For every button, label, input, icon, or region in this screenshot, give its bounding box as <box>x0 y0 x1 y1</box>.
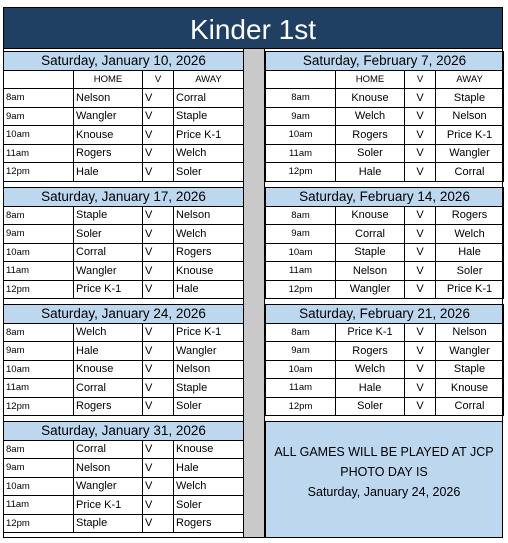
game-time: 8am <box>266 206 336 225</box>
away-team: Welch <box>174 225 244 244</box>
versus: V <box>143 163 174 182</box>
game-time: 8am <box>4 89 74 108</box>
home-team: Nelson <box>74 459 143 478</box>
away-team: Nelson <box>174 206 244 225</box>
vs-header: V <box>143 70 174 89</box>
away-header: AWAY <box>174 70 244 89</box>
away-team: Wangler <box>436 342 504 361</box>
away-team: Staple <box>174 379 244 398</box>
schedule-week-5 <box>265 51 504 182</box>
away-team: Price K-1 <box>174 126 244 145</box>
versus: V <box>143 206 174 225</box>
versus: V <box>405 206 436 225</box>
home-team: Wangler <box>74 107 143 126</box>
game-row <box>4 514 244 533</box>
versus: V <box>143 440 174 459</box>
game-time: 8am <box>266 89 336 108</box>
game-time: 10am <box>266 243 336 262</box>
week-date: Saturday, February 14, 2026 <box>266 188 504 207</box>
game-time: 12pm <box>4 280 74 299</box>
home-team: Knouse <box>74 126 143 145</box>
home-team: Wangler <box>336 280 405 299</box>
week-date: Saturday, January 10, 2026 <box>4 52 244 71</box>
home-team: Corral <box>74 379 143 398</box>
versus: V <box>143 514 174 533</box>
home-team: Price K-1 <box>336 323 405 342</box>
game-row <box>266 225 504 244</box>
away-team: Welch <box>436 225 504 244</box>
game-row <box>4 144 244 163</box>
game-time: 9am <box>4 342 74 361</box>
versus: V <box>143 459 174 478</box>
away-team: Rogers <box>436 206 504 225</box>
game-row <box>4 477 244 496</box>
game-row <box>266 243 504 262</box>
game-time: 11am <box>266 379 336 398</box>
away-team: Nelson <box>436 323 504 342</box>
column-header-row <box>266 70 504 89</box>
away-header: AWAY <box>436 70 504 89</box>
away-team: Corral <box>436 163 504 182</box>
schedule-week-6 <box>265 187 504 299</box>
week-date: Saturday, January 24, 2026 <box>4 305 244 324</box>
versus: V <box>143 144 174 163</box>
game-time: 9am <box>4 107 74 126</box>
game-time: 8am <box>4 323 74 342</box>
game-row <box>266 342 504 361</box>
versus: V <box>143 262 174 281</box>
away-team: Staple <box>436 360 504 379</box>
game-row <box>4 243 244 262</box>
game-time: 12pm <box>266 163 336 182</box>
game-time: 12pm <box>4 514 74 533</box>
versus: V <box>143 126 174 145</box>
away-team: Price K-1 <box>436 280 504 299</box>
versus: V <box>143 280 174 299</box>
week-date: Saturday, January 17, 2026 <box>4 188 244 207</box>
game-time: 10am <box>4 243 74 262</box>
home-header: HOME <box>336 70 405 89</box>
home-team: Staple <box>74 514 143 533</box>
home-team: Staple <box>74 206 143 225</box>
versus: V <box>405 323 436 342</box>
away-team: Price K-1 <box>436 126 504 145</box>
away-team: Wangler <box>436 144 504 163</box>
home-team: Corral <box>336 225 405 244</box>
away-team: Staple <box>436 89 504 108</box>
versus: V <box>405 163 436 182</box>
game-row <box>266 107 504 126</box>
game-time: 9am <box>266 342 336 361</box>
game-row <box>4 206 244 225</box>
away-team: Nelson <box>174 360 244 379</box>
versus: V <box>143 342 174 361</box>
game-row <box>266 89 504 108</box>
game-row <box>266 126 504 145</box>
game-time: 12pm <box>4 397 74 416</box>
versus: V <box>405 280 436 299</box>
game-time: 8am <box>4 206 74 225</box>
away-team: Knouse <box>174 440 244 459</box>
game-row <box>4 225 244 244</box>
game-row <box>4 126 244 145</box>
home-team: Knouse <box>336 89 405 108</box>
away-team: Welch <box>174 144 244 163</box>
home-team: Hale <box>74 163 143 182</box>
game-time: 8am <box>266 323 336 342</box>
versus: V <box>143 397 174 416</box>
game-time: 12pm <box>266 397 336 416</box>
week-date: Saturday, February 21, 2026 <box>266 305 504 324</box>
notice-location: ALL GAMES WILL BE PLAYED AT JCP <box>274 445 494 459</box>
home-team: Soler <box>336 144 405 163</box>
versus: V <box>143 360 174 379</box>
page-title: Kinder 1st <box>3 7 503 49</box>
home-team: Wangler <box>74 477 143 496</box>
game-row <box>266 397 504 416</box>
versus: V <box>143 89 174 108</box>
away-team: Soler <box>174 496 244 515</box>
game-time: 10am <box>4 126 74 145</box>
away-team: Wangler <box>174 342 244 361</box>
home-team: Welch <box>336 360 405 379</box>
home-team: Rogers <box>74 144 143 163</box>
away-team: Hale <box>174 280 244 299</box>
game-time: 10am <box>266 360 336 379</box>
game-row <box>4 107 244 126</box>
home-team: Soler <box>336 397 405 416</box>
game-row <box>4 440 244 459</box>
game-row <box>266 163 504 182</box>
home-team: Knouse <box>74 360 143 379</box>
game-time: 11am <box>4 496 74 515</box>
game-time: 12pm <box>4 163 74 182</box>
versus: V <box>405 342 436 361</box>
versus: V <box>143 323 174 342</box>
home-team: Soler <box>74 225 143 244</box>
versus: V <box>143 107 174 126</box>
home-team: Corral <box>74 243 143 262</box>
game-time: 9am <box>4 459 74 478</box>
versus: V <box>143 225 174 244</box>
column-header-row <box>4 70 244 89</box>
home-team: Nelson <box>336 262 405 281</box>
home-team: Staple <box>336 243 405 262</box>
home-header: HOME <box>74 70 143 89</box>
versus: V <box>143 379 174 398</box>
game-row <box>4 360 244 379</box>
versus: V <box>405 243 436 262</box>
home-team: Price K-1 <box>74 280 143 299</box>
home-team: Nelson <box>74 89 143 108</box>
game-time: 9am <box>4 225 74 244</box>
notice-photo-day-label: PHOTO DAY IS <box>340 465 428 479</box>
week-date: Saturday, February 7, 2026 <box>266 52 504 71</box>
schedule-week-4 <box>3 421 244 533</box>
away-team: Hale <box>436 243 504 262</box>
away-team: Knouse <box>436 379 504 398</box>
game-row <box>266 206 504 225</box>
game-time: 11am <box>4 262 74 281</box>
game-row <box>4 280 244 299</box>
game-time: 10am <box>266 126 336 145</box>
game-time: 9am <box>266 107 336 126</box>
schedule-week-2 <box>3 187 244 299</box>
home-team: Wangler <box>74 262 143 281</box>
schedule-week-3 <box>3 304 244 416</box>
away-team: Soler <box>174 397 244 416</box>
versus: V <box>405 89 436 108</box>
game-row <box>4 163 244 182</box>
game-time: 12pm <box>266 280 336 299</box>
home-team: Rogers <box>74 397 143 416</box>
game-time: 11am <box>266 144 336 163</box>
home-team: Welch <box>336 107 405 126</box>
away-team: Rogers <box>174 514 244 533</box>
game-row <box>266 144 504 163</box>
versus: V <box>405 107 436 126</box>
away-team: Soler <box>436 262 504 281</box>
away-team: Rogers <box>174 243 244 262</box>
home-team: Price K-1 <box>74 496 143 515</box>
game-row <box>266 323 504 342</box>
away-team: Knouse <box>174 262 244 281</box>
game-row <box>4 496 244 515</box>
notice-box <box>265 421 503 538</box>
versus: V <box>143 243 174 262</box>
game-time: 9am <box>266 225 336 244</box>
home-team: Corral <box>74 440 143 459</box>
home-team: Rogers <box>336 342 405 361</box>
away-team: Hale <box>174 459 244 478</box>
away-team: Welch <box>174 477 244 496</box>
game-row <box>4 379 244 398</box>
versus: V <box>405 379 436 398</box>
versus: V <box>405 225 436 244</box>
game-row <box>266 262 504 281</box>
away-team: Corral <box>174 89 244 108</box>
game-time: 11am <box>4 144 74 163</box>
time-header <box>266 70 336 89</box>
away-team: Staple <box>174 107 244 126</box>
game-row <box>4 397 244 416</box>
versus: V <box>405 126 436 145</box>
versus: V <box>405 144 436 163</box>
game-time: 8am <box>4 440 74 459</box>
game-time: 10am <box>4 360 74 379</box>
game-row <box>266 379 504 398</box>
game-row <box>266 280 504 299</box>
game-time: 11am <box>266 262 336 281</box>
home-team: Hale <box>74 342 143 361</box>
game-row <box>4 323 244 342</box>
versus: V <box>405 262 436 281</box>
schedule-week-7 <box>265 304 504 416</box>
home-team: Hale <box>336 379 405 398</box>
notice-photo-day-date: Saturday, January 24, 2026 <box>307 485 461 499</box>
column-divider <box>243 49 265 538</box>
home-team: Hale <box>336 163 405 182</box>
home-team: Welch <box>74 323 143 342</box>
week-date: Saturday, January 31, 2026 <box>4 422 244 441</box>
versus: V <box>143 496 174 515</box>
schedule-week-1 <box>3 51 244 182</box>
time-header <box>4 70 74 89</box>
vs-header: V <box>405 70 436 89</box>
game-row <box>4 459 244 478</box>
home-team: Rogers <box>336 126 405 145</box>
game-time: 11am <box>4 379 74 398</box>
versus: V <box>405 397 436 416</box>
away-team: Corral <box>436 397 504 416</box>
game-row <box>4 342 244 361</box>
game-row <box>4 89 244 108</box>
game-row <box>4 262 244 281</box>
away-team: Nelson <box>436 107 504 126</box>
game-time: 10am <box>4 477 74 496</box>
game-row <box>266 360 504 379</box>
home-team: Knouse <box>336 206 405 225</box>
away-team: Soler <box>174 163 244 182</box>
versus: V <box>405 360 436 379</box>
versus: V <box>143 477 174 496</box>
away-team: Price K-1 <box>174 323 244 342</box>
